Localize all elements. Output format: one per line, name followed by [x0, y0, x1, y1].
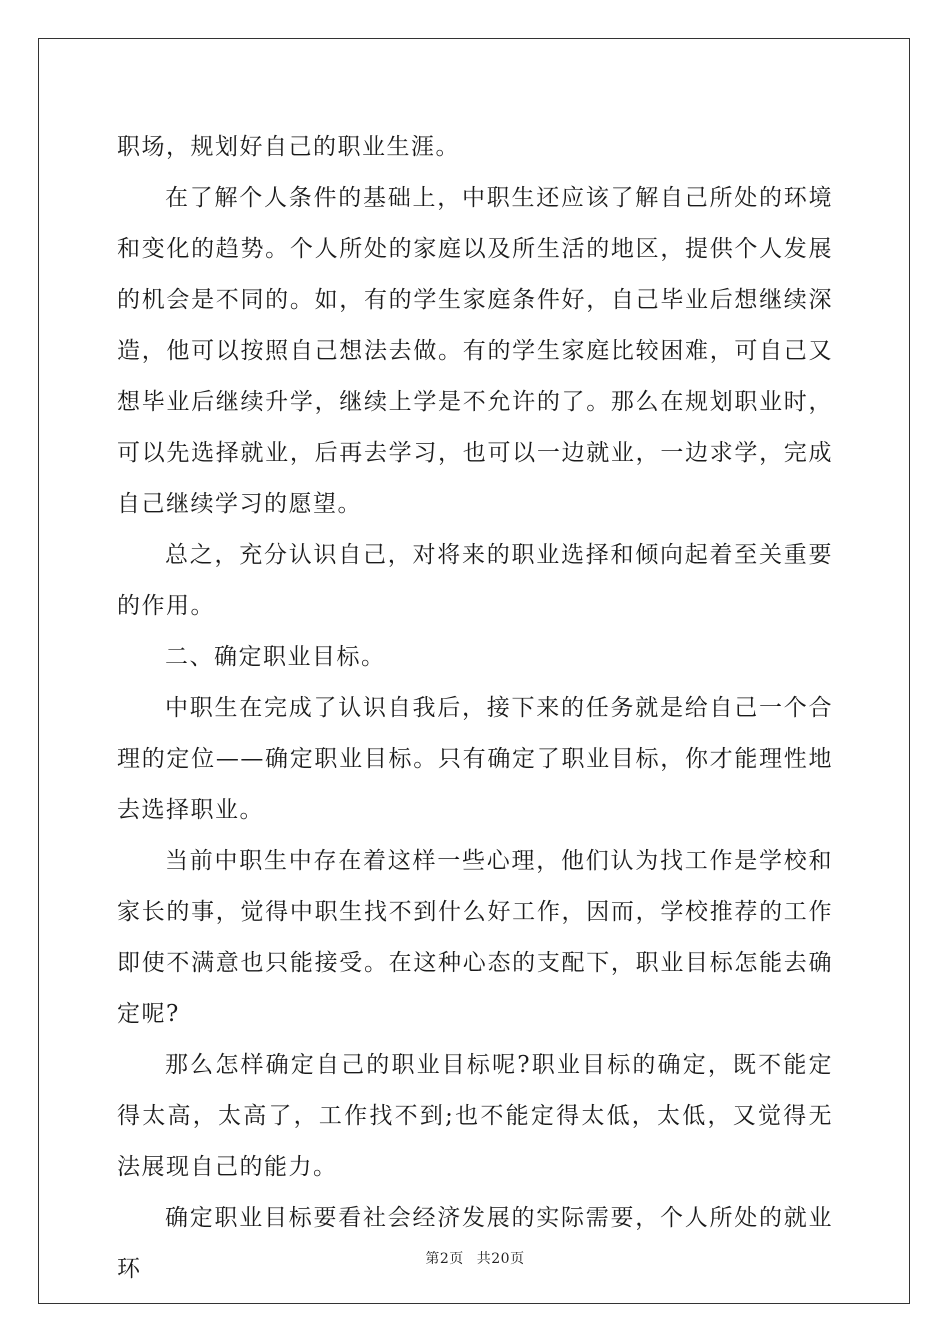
- paragraph: 职场，规划好自己的职业生涯。: [117, 134, 460, 160]
- paragraph: 那么怎样确定自己的职业目标呢?职业目标的确定，既不能定得太高，太高了，工作找不到;也不能定得太低，太低，又觉得无法展现自己的能力。: [117, 1052, 833, 1180]
- paragraph: 确定职业目标要看社会经济发展的实际需要，个人所处的就业环: [117, 1205, 833, 1282]
- paragraph: 当前中职生中存在着这样一些心理，他们认为找工作是学校和家长的事，觉得中职生找不到什么好工作，因而，学校推荐的工作即使不满意也只能接受。在这种心态的支配下，职业目标怎能去确定呢?: [117, 848, 833, 1027]
- section-heading: 二、确定职业目标。: [165, 644, 386, 670]
- page-number: 第2页: [425, 1251, 464, 1267]
- paragraph: 总之，充分认识自己，对将来的职业选择和倾向起着至关重要的作用。: [117, 542, 833, 619]
- paragraph: 在了解个人条件的基础上，中职生还应该了解自己所处的环境和变化的趋势。个人所处的家庭以及所生活的地区，提供个人发展的机会是不同的。如，有的学生家庭条件好，自己毕业后想继续深造，他可以按照自己想法去做。有的学生家庭比较困难，可自己又想毕业后继续升学，继续上学是不允许的了。那么在规划职业时，可以先选择就业，后再去学习，也可以一边就业，一边求学，完成自己继续学习的愿望。: [117, 185, 833, 517]
- paragraph: 中职生在完成了认识自我后，接下来的任务就是给自己一个合理的定位——确定职业目标。只有确定了职业目标，你才能理性地去选择职业。: [117, 695, 833, 823]
- page-total: 共20页: [476, 1251, 525, 1267]
- document-body: [117, 122, 833, 1295]
- page-footer: [0, 1248, 950, 1268]
